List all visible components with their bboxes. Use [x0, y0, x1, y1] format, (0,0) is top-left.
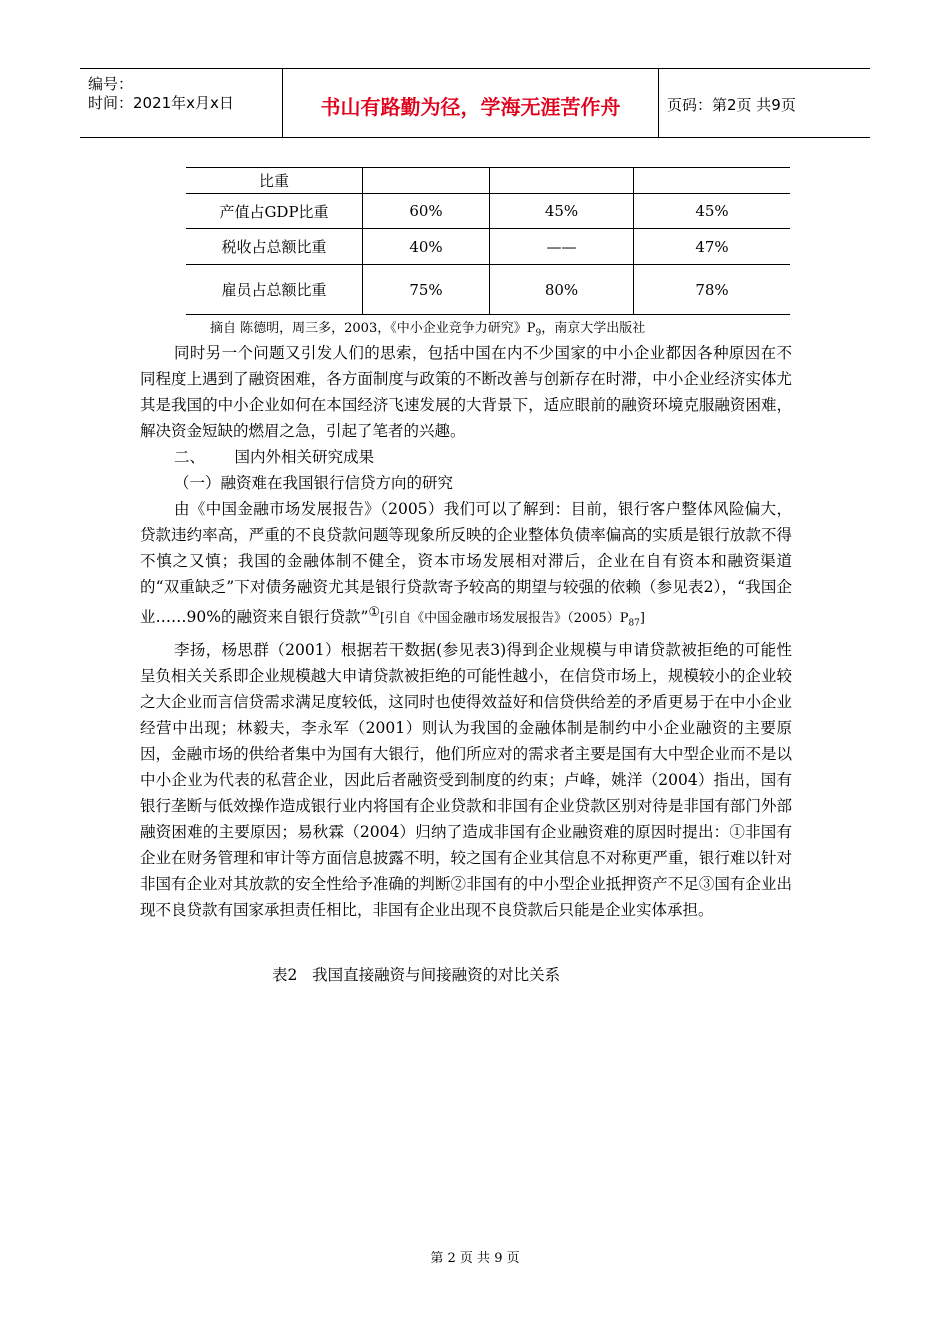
citation: [380, 611, 645, 629]
page-footer: 第 2 页 共 9 页: [430, 1251, 520, 1266]
table-row: [186, 168, 790, 194]
table-cell: [634, 168, 791, 194]
source-publisher: ，南京大学出版社: [541, 321, 646, 336]
body-text: [140, 340, 792, 923]
document-time-label: 时间：2021年x月x日: [88, 94, 234, 112]
header-right-cell: [659, 69, 870, 137]
table-cell: 产值占GDP比重: [186, 194, 363, 229]
table-cell: 雇员占总额比重: [186, 265, 363, 315]
table-cell: 47%: [634, 229, 791, 265]
header-center-cell: [283, 69, 659, 137]
table-cell: 75%: [363, 265, 490, 315]
table-row: [186, 265, 790, 315]
citation-text: [引自《中国金融市场发展报告》（2005）P: [380, 611, 629, 627]
paragraph: 同时另一个问题又引发人们的思索，包括中国在内不少国家的中小企业都因各种原因在不同程度上遇到了融资困难，各方面制度与政策的不断改善与创新存在时滞，中小企业经济实体尤其是我国的中小企业如何在本国经济飞速发展的大背景下，适应眼前的融资环境克服融资困难，解决资金短缺的燃眉之急，引起了笔者的兴趣。: [140, 344, 792, 440]
table-cell: [490, 168, 634, 194]
table-cell: 40%: [363, 229, 490, 265]
paragraph: [140, 496, 792, 637]
table-cell: 45%: [634, 194, 791, 229]
table-caption: 表2 我国直接融资与间接融资的对比关系: [272, 966, 561, 984]
table-cell: ——: [490, 229, 634, 265]
table-cell: 80%: [490, 265, 634, 315]
header-motto: 书山有路勤为径，学海无涯苦作舟: [320, 95, 621, 119]
paragraph: 李扬，杨思群（2001）根据若干数据(参见表3)得到企业规模与申请贷款被拒绝的可能性呈负相关关系即企业规模越大申请贷款被拒绝的可能性越小，在信贷市场上，规模较小的企业较之大企业而言信贷需求满足度较低，这同时也使得效益好和信贷供给差的矛盾更易于在中小企业经营中出现；林毅夫，李永军（2001）则认为我国的金融体制是制约中小企业融资的主要原因，金融市场的供给者集中为国有大银行，他们所应对的需求者主要是国有大中型企业而不是以中小企业为代表的私营企业，因此后者融资受到制度的约束；卢峰，姚洋（2004）指出，国有银行垄断与低效操作造成银行业内将国有企业贷款和非国有企业贷款区别对待是非国有部门外部融资困难的主要原因；易秋霖（2004）归纳了造成非国有企业融资难的原因时提出：①非国有企业在财务管理和审计等方面信息披露不明，较之国有企业其信息不对称更严重，银行难以针对非国有企业对其放款的安全性给予准确的判断②非国有的中小型企业抵押资产不足③国有企业出现不良贷款有国家承担责任相比，非国有企业出现不良贷款后只能是企业实体承担。: [140, 640, 792, 919]
table-cell: [363, 168, 490, 194]
table-row: [186, 229, 790, 265]
footnote-marker: ①: [368, 605, 381, 620]
citation-end: ]: [639, 611, 645, 627]
sme-ratio-table: [186, 167, 790, 315]
source-page-sub: 9: [535, 328, 542, 339]
table-row: [186, 194, 790, 229]
table-cell: 60%: [363, 194, 490, 229]
source-text: 摘自 陈德明，周三多，2003，《中小企业竞争力研究》P: [210, 321, 536, 336]
table-cell: 45%: [490, 194, 634, 229]
document-code-label: 编号：: [88, 75, 134, 93]
subsection-heading: （一）融资难在我国银行信贷方向的研究: [174, 474, 454, 492]
paragraph-text: 由《中国金融市场发展报告》（2005）我们可以了解到：目前，银行客户整体风险偏大，贷款违约率高，严重的不良贷款问题等现象所反映的企业整体负债率偏高的实质是银行放款不得不慎之又慎；我国的金融体制不健全，资本市场发展相对滞后，企业在自有资本和融资渠道的“双重缺乏”下对债务融资尤其是银行贷款寄予较高的期望与较强的依赖（参见表2），“我国企业……90%的融资来自银行贷款”: [140, 500, 792, 627]
section-heading: 二、 国内外相关研究成果: [174, 448, 375, 466]
citation-page-sub: 87: [628, 618, 640, 629]
table-cell: 78%: [634, 265, 791, 315]
table-cell: 比重: [186, 168, 363, 194]
header-left-cell: [80, 69, 283, 137]
header-page-label: 页码：第2页 共9页: [667, 96, 796, 114]
table-cell: 税收占总额比重: [186, 229, 363, 265]
page-header: [80, 68, 870, 138]
table-source-note: [210, 317, 645, 339]
